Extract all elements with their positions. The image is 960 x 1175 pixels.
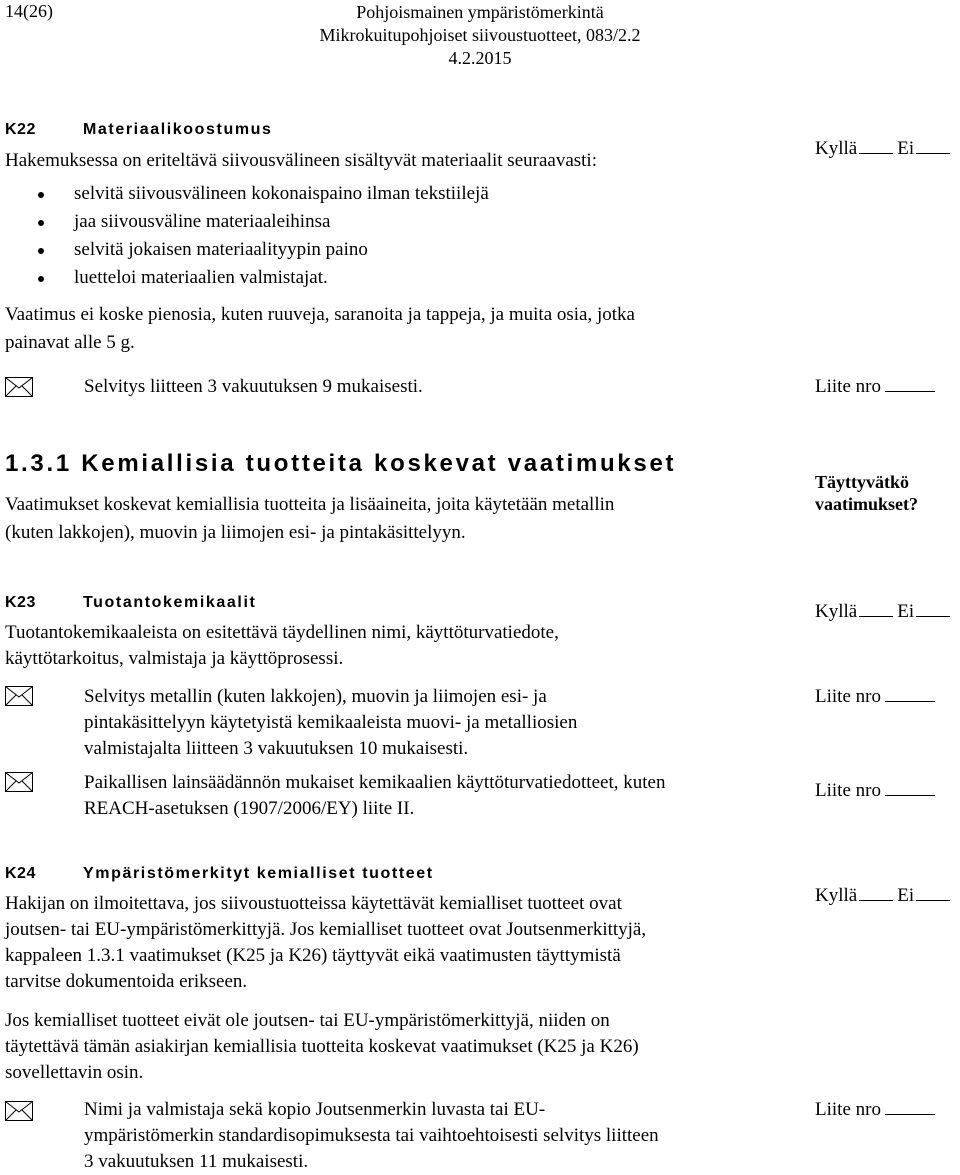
section-title: 1.3.1 Kemiallisia tuotteita koskevat vaatimukset [5, 450, 677, 477]
no-blank[interactable] [916, 600, 950, 617]
list-item: jaa siivousväline materiaaleihinsa [38, 209, 330, 235]
attachment-label: Liite nro [815, 376, 881, 397]
k23-evidence1-line2: pintakäsittelyyn käytetyistä kemikaaleista muovi- ja metalliosien [84, 712, 578, 733]
no-label: Ei [897, 138, 915, 159]
k24-attachment [815, 1097, 935, 1123]
k22-heading [5, 117, 273, 143]
yes-blank[interactable] [859, 137, 893, 154]
fulfilled-question: Täyttyvätkö vaatimukset? [815, 472, 918, 514]
k24-p1-line1: Hakijan on ilmoitettava, jos siivoustuotteissa käytettävät kemialliset tuotteet ovat [5, 893, 622, 914]
attachment-blank[interactable] [885, 1098, 935, 1115]
k24-evidence-line1: Nimi ja valmistaja sekä kopio Joutsenmerkin luvasta tai EU- [84, 1099, 546, 1120]
k22-title: Materiaalikoostumus [83, 121, 273, 138]
envelope-icon [5, 1101, 33, 1121]
page-number: 14(26) [5, 1, 53, 21]
attachment-blank[interactable] [885, 375, 935, 392]
k23-evidence1-line3: valmistajalta liitteen 3 vakuutuksen 10 mukaisesti. [84, 738, 469, 759]
header-doc: Mikrokuitupohjoiset siivoustuotteet, 083/2.2 [319, 25, 641, 45]
k23-text-line1: Tuotantokemikaaleista on esitettävä täydellinen nimi, käyttöturvatiedote, [5, 622, 559, 643]
attachment-blank[interactable] [885, 779, 935, 796]
yes-blank[interactable] [859, 600, 893, 617]
k24-title: Ympäristömerkityt kemialliset tuotteet [83, 865, 434, 882]
k22-note-line1: Vaatimus ei koske pienosia, kuten ruuveja, saranoita ja tappeja, ja muita osia, jotka [5, 304, 635, 325]
k23-evidence1-line1: Selvitys metallin (kuten lakkojen), muovin ja liimojen esi- ja [84, 686, 547, 707]
k22-note-line2: painavat alle 5 g. [5, 332, 135, 353]
attachment-label: Liite nro [815, 1099, 881, 1120]
k23-code: K23 [5, 594, 36, 611]
k22-yes-no [815, 136, 954, 162]
k24-p1-line4: tarvitse dokumentoida erikseen. [5, 971, 248, 992]
envelope-icon [5, 772, 33, 792]
no-blank[interactable] [916, 884, 950, 901]
k24-heading [5, 861, 434, 887]
k23-title: Tuotantokemikaalit [83, 594, 257, 611]
k24-code: K24 [5, 865, 36, 882]
k24-p2-line2: täytettävä tämän asiakirjan kemiallisia tuotteita koskevat vaatimukset (K25 ja K26) [5, 1036, 639, 1057]
k22-evidence: Selvitys liitteen 3 vakuutuksen 9 mukaisesti. [84, 376, 423, 397]
list-item: selvitä jokaisen materiaalityypin paino [38, 237, 368, 263]
k23-heading [5, 590, 256, 616]
attachment-blank[interactable] [885, 685, 935, 702]
attachment-label: Liite nro [815, 780, 881, 801]
yes-label: Kyllä [815, 138, 858, 159]
section-text-line1: Vaatimukset koskevat kemiallisia tuotteita ja lisäaineita, joita käytetään metallin [5, 494, 615, 515]
k24-evidence-line3: 3 vakuutuksen 11 mukaisesti. [84, 1151, 309, 1172]
attachment-label: Liite nro [815, 686, 881, 707]
no-label: Ei [897, 885, 915, 906]
k23-attachment-1 [815, 684, 935, 710]
list-item: selvitä siivousvälineen kokonaispaino ilman tekstiilejä [38, 181, 489, 207]
section-text-line2: (kuten lakkojen), muovin ja liimojen esi- ja pintakäsittelyyn. [5, 522, 466, 543]
document-header [230, 1, 730, 70]
header-org: Pohjoismainen ympäristömerkintä [356, 2, 604, 22]
envelope-icon [5, 686, 33, 706]
k23-attachment-2 [815, 778, 935, 804]
k22-code: K22 [5, 121, 36, 138]
yes-label: Kyllä [815, 601, 858, 622]
k22-intro: Hakemuksessa on eriteltävä siivousvälineen sisältyvät materiaalit seuraavasti: [5, 150, 597, 171]
k23-evidence2-line1: Paikallisen lainsäädännön mukaiset kemikaalien käyttöturvatiedotteet, kuten [84, 772, 666, 793]
k23-evidence2-line2: REACH-asetuksen (1907/2006/EY) liite II. [84, 798, 415, 819]
k24-yes-no [815, 883, 954, 909]
envelope-icon [5, 377, 33, 397]
k24-evidence-line2: ympäristömerkin standardisopimuksesta tai vaihtoehtoisesti selvitys liitteen [84, 1125, 659, 1146]
no-label: Ei [897, 601, 915, 622]
k24-p2-line1: Jos kemialliset tuotteet eivät ole joutsen- tai EU-ympäristömerkittyjä, niiden on [5, 1010, 610, 1031]
k23-yes-no [815, 599, 954, 625]
k22-attachment [815, 374, 935, 400]
yes-blank[interactable] [859, 884, 893, 901]
k23-text-line2: käyttötarkoitus, valmistaja ja käyttöprosessi. [5, 648, 344, 669]
k24-p2-line3: sovellettavin osin. [5, 1062, 144, 1083]
k24-p1-line2: joutsen- tai EU-ympäristömerkittyjä. Jos kemialliset tuotteet ovat Joutsenmerkittyjä, [5, 919, 647, 940]
no-blank[interactable] [916, 137, 950, 154]
yes-label: Kyllä [815, 885, 858, 906]
k24-p1-line3: kappaleen 1.3.1 vaatimukset (K25 ja K26) täyttyvät eikä vaatimusten täyttymistä [5, 945, 621, 966]
header-date: 4.2.2015 [448, 48, 512, 68]
list-item: luetteloi materiaalien valmistajat. [38, 265, 328, 291]
